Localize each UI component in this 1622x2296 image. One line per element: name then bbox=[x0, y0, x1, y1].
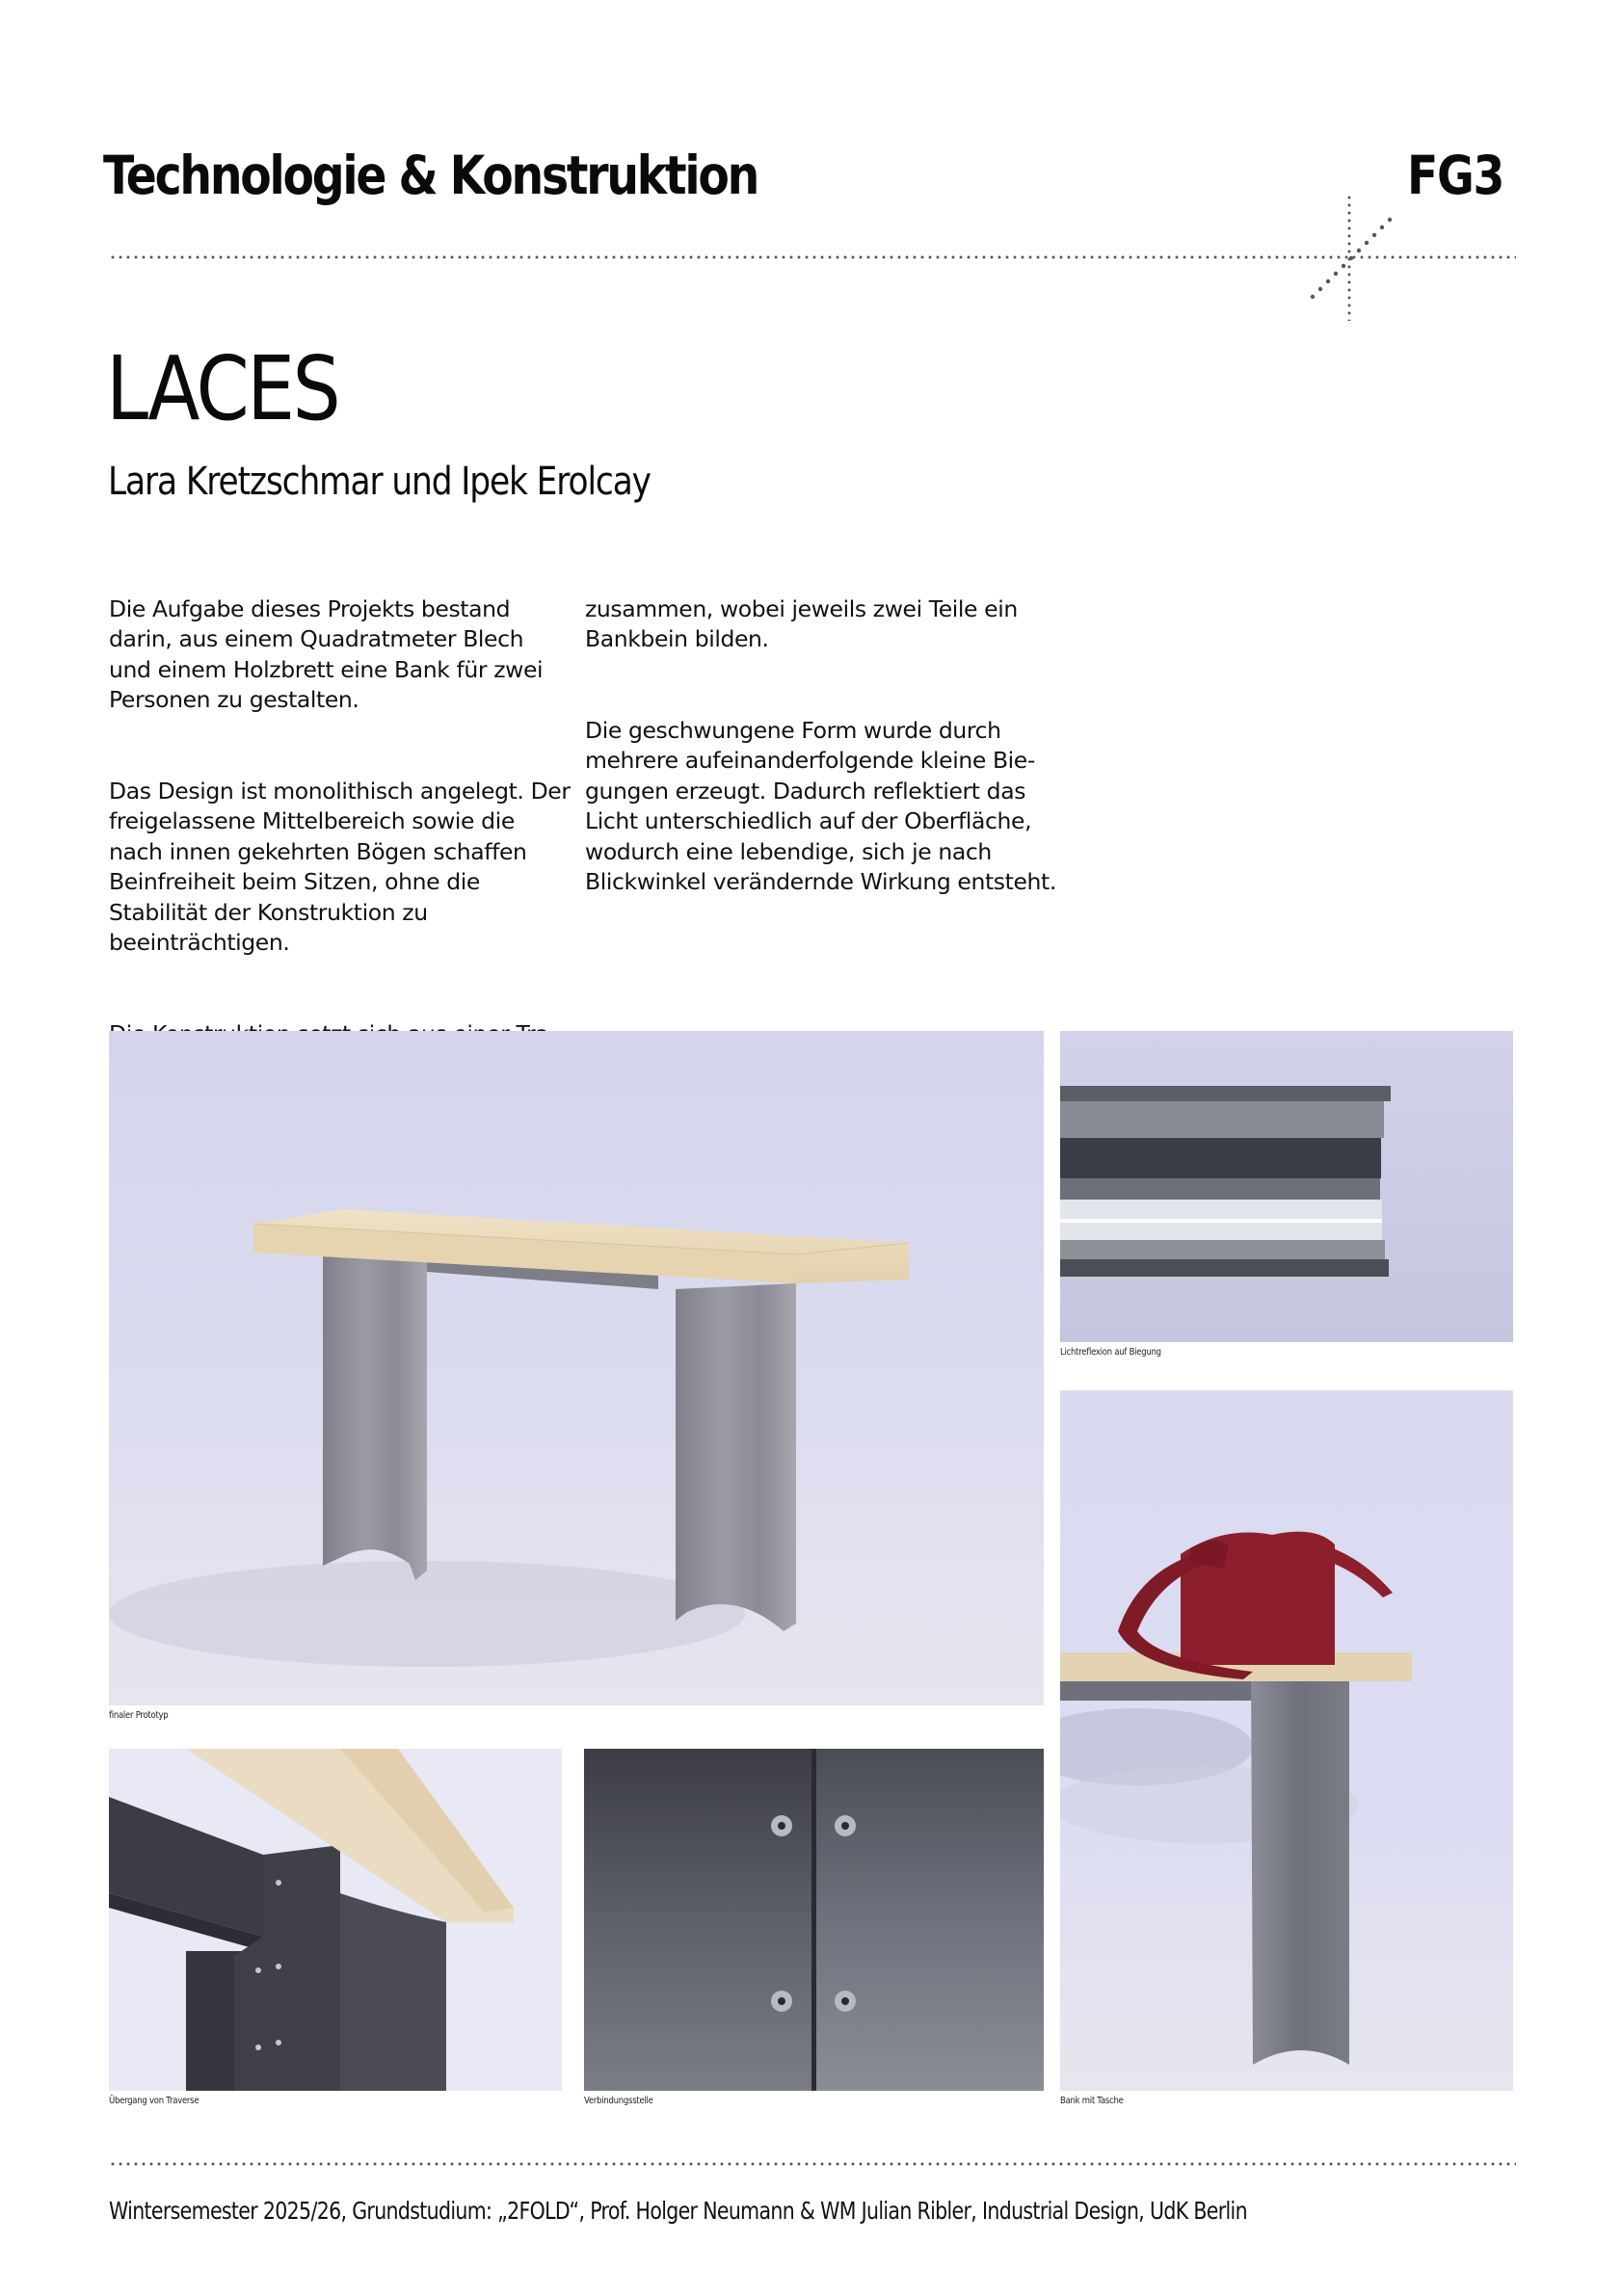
project-authors: Lara Kretzschmar und Ipek Erolcay bbox=[108, 460, 651, 504]
photo-connection-point bbox=[584, 1749, 1044, 2091]
bench-leg-left bbox=[323, 1241, 427, 1580]
bent-sheet bbox=[1060, 1086, 1391, 1280]
body-text-right-column bbox=[585, 564, 1067, 959]
footer-credits: Wintersemester 2025/26, Grundstudium: „2FOLD“, Prof. Holger Neumann & WM Julian Ribler, Industrial Design, UdK Berlin bbox=[109, 2197, 1247, 2225]
seam bbox=[811, 1749, 816, 2091]
body-paragraph: Das Design ist monolithisch angelegt. Der freigelassene Mittelbereich sowie die nach innen gekehrten Bögen schaffen Beinfreiheit beim Sitzen, ohne die Stabilität der Konstruktion zu beeinträchtigen. bbox=[109, 777, 571, 956]
photo-caption: Lichtreflexion auf Biegung bbox=[1060, 1347, 1161, 1358]
crosshair-diagonal-dots bbox=[1311, 218, 1392, 299]
photo-bench-with-bag bbox=[1060, 1390, 1513, 2091]
photo-caption: Übergang von Traverse bbox=[109, 2096, 199, 2106]
project-title: LACES bbox=[106, 337, 339, 440]
bench-with-bag-image bbox=[1060, 1390, 1513, 2091]
section-code: FG3 bbox=[1407, 145, 1504, 206]
bent-sheet-reflection-image bbox=[1060, 1031, 1513, 1342]
photo-caption: finaler Prototyp bbox=[109, 1710, 169, 1721]
photo-light-reflection bbox=[1060, 1031, 1513, 1342]
crosshair-diagonal bbox=[1307, 216, 1396, 303]
section-title: Technologie & Konstruktion bbox=[103, 145, 758, 206]
photo-caption: Bank mit Tasche bbox=[1060, 2096, 1124, 2106]
rivet-connection-image bbox=[584, 1749, 1044, 2091]
body-paragraph: Die Aufgabe dieses Projekts bestand darin, aus einem Quadratmeter Blech und einem Holzbrett eine Bank für zwei Personen zu gestalten. bbox=[109, 594, 544, 713]
photo-final-prototype bbox=[109, 1031, 1044, 1705]
bench-full-view-image bbox=[109, 1031, 1044, 1705]
bench-leg bbox=[1251, 1670, 1349, 2065]
body-paragraph: zusammen, wobei jeweils zwei Teile ein Bankbein bilden. bbox=[585, 594, 1018, 652]
bench-leg-right bbox=[676, 1283, 796, 1631]
footer-divider bbox=[109, 2162, 1516, 2166]
photo-traverse-transition bbox=[109, 1749, 562, 2091]
traverse-joint-image bbox=[109, 1749, 562, 2091]
body-paragraph: Die geschwungene Form wurde durch mehrere aufeinanderfolgende kleine Biegungen erzeugt. Dadurch reflektiert das Licht unterschiedlich auf der Oberfläche, wodurch eine lebendige, sich je nach Blickwinkel verändernde Wirkung entsteht. bbox=[585, 716, 1056, 895]
header-divider bbox=[109, 255, 1516, 259]
photo-caption: Verbindungsstelle bbox=[584, 2096, 653, 2106]
